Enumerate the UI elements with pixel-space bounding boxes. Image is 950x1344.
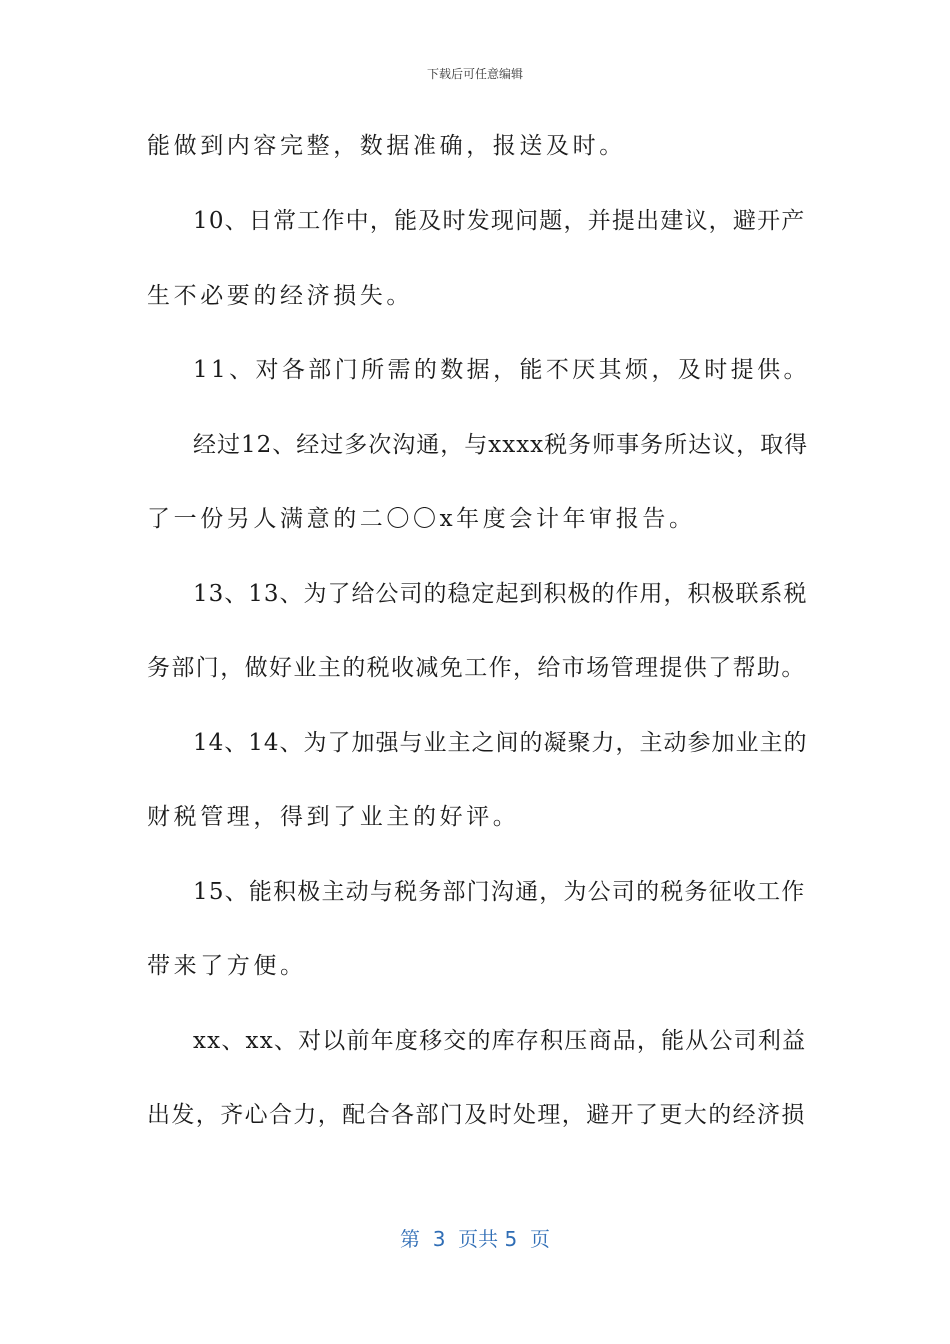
body-line-8: 务部门，做好业主的税收减免工作，给市场管理提供了帮助。 (147, 655, 806, 681)
body-line-1: 能做到内容完整，数据准确，报送及时。 (147, 133, 626, 159)
body-line-10: 财税管理，得到了业主的好评。 (147, 804, 520, 830)
body-line-5: 经过12、经过多次沟通，与xxxx税务师事务所达议，取得 (193, 432, 809, 458)
body-line-12: 带来了方便。 (147, 953, 307, 979)
body-line-9: 14、14、为了加强与业主之间的凝聚力，主动参加业主的 (193, 730, 808, 756)
body-line-6: 了一份另人满意的二〇〇x年度会计年审报告。 (147, 506, 696, 532)
body-line-14: 出发，齐心合力，配合各部门及时处理，避开了更大的经济损 (147, 1102, 806, 1128)
body-line-7: 13、13、为了给公司的稳定起到积极的作用，积极联系税 (193, 581, 808, 607)
body-line-4: 11、对各部门所需的数据，能不厌其烦，及时提供。 (193, 357, 810, 383)
body-line-13: xx、xx、对以前年度移交的库存积压商品，能从公司利益 (193, 1028, 807, 1054)
body-line-2: 10、日常工作中，能及时发现问题，并提出建议，避开产 (193, 208, 806, 234)
body-line-3: 生不必要的经济损失。 (147, 283, 413, 309)
page-header-note: 下载后可任意编辑 (426, 67, 523, 81)
page-number-footer: 第 3 页共 5 页 (400, 1227, 550, 1251)
body-line-11: 15、能积极主动与税务部门沟通，为公司的税务征收工作 (193, 879, 806, 905)
